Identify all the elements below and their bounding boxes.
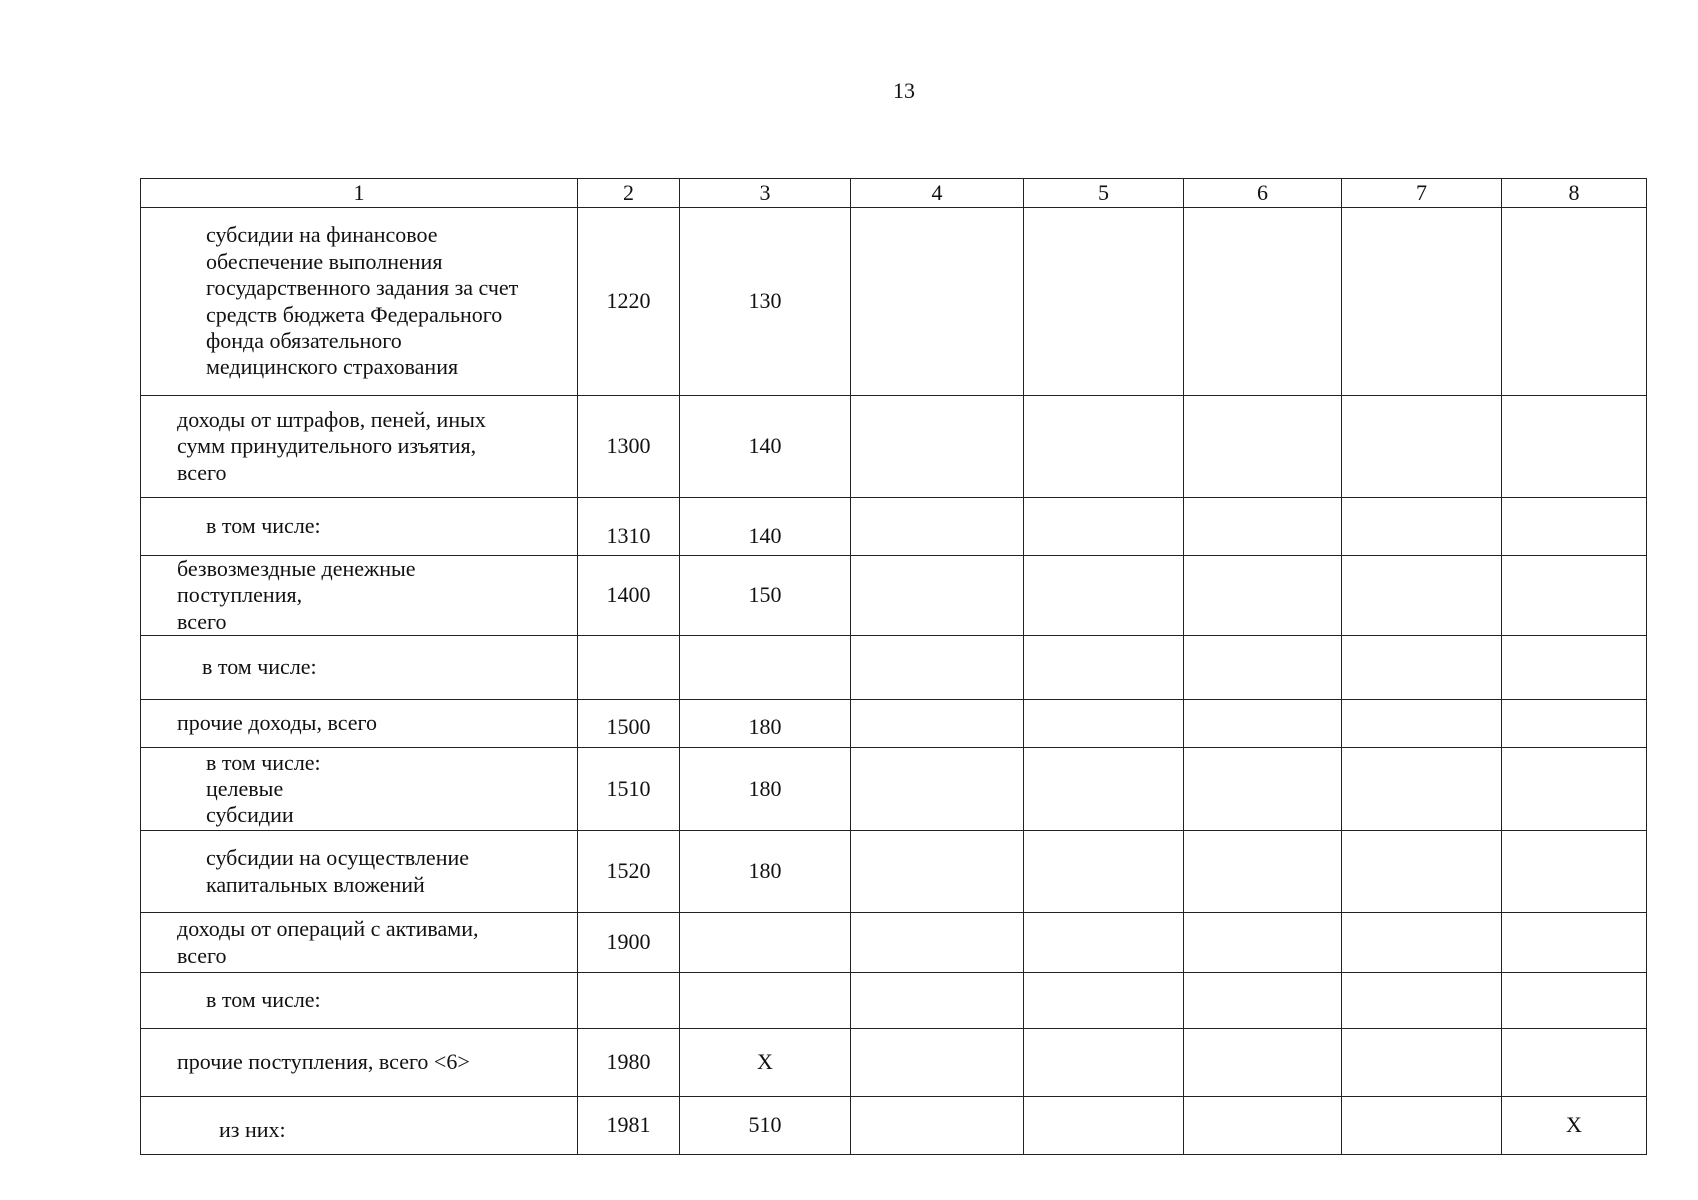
row-label-cell (141, 1029, 578, 1097)
table-row (141, 973, 1647, 1029)
value-cell (1502, 396, 1647, 498)
line-code-cell: 1980 (578, 1029, 680, 1097)
value-cell (851, 556, 1024, 636)
value-cell (1342, 556, 1502, 636)
line-code-cell: 1510 (578, 748, 680, 831)
classification-code-cell: 180 (680, 748, 851, 831)
row-label: прочие доходы, всего (177, 710, 377, 736)
classification-code-cell: X (680, 1029, 851, 1097)
line-code-cell: 1220 (578, 208, 680, 396)
value-cell (1184, 831, 1342, 913)
table-row (141, 913, 1647, 973)
table-row (141, 636, 1647, 700)
classification-code-cell: 180 (680, 700, 851, 748)
value-cell (1342, 700, 1502, 748)
value-cell (1502, 556, 1647, 636)
value-cell (1184, 1097, 1342, 1155)
value-cell (1342, 208, 1502, 396)
value-cell (851, 973, 1024, 1029)
page-number: 13 (893, 78, 915, 103)
value-cell (1502, 1029, 1647, 1097)
classification-code-cell (680, 636, 851, 700)
value-cell (1502, 208, 1647, 396)
classification-code-cell: 140 (680, 498, 851, 556)
value-cell (851, 748, 1024, 831)
value-cell (1184, 700, 1342, 748)
line-code-cell: 1400 (578, 556, 680, 636)
row-label: безвозмездные денежные поступления, всего (177, 556, 416, 634)
table-row (141, 831, 1647, 913)
value-cell (1024, 636, 1184, 700)
line-code-cell: 1981 (578, 1097, 680, 1155)
row-label: в том числе: (202, 654, 317, 680)
value-cell (851, 498, 1024, 556)
line-code-cell (578, 973, 680, 1029)
row-label-cell (141, 1097, 578, 1155)
value-cell (1502, 700, 1647, 748)
value-cell (1024, 498, 1184, 556)
value-cell (1342, 913, 1502, 973)
line-code-cell: 1520 (578, 831, 680, 913)
table-row (141, 748, 1647, 831)
value-cell (1502, 831, 1647, 913)
row-label-cell (141, 700, 578, 748)
column-header: 1 (141, 179, 578, 208)
value-cell (1024, 700, 1184, 748)
table-row (141, 1097, 1647, 1155)
value-cell (1024, 831, 1184, 913)
row-label: доходы от штрафов, пеней, иных сумм принудительного изъятия, всего (177, 406, 486, 485)
column-header: 7 (1342, 179, 1502, 208)
value-cell (1184, 913, 1342, 973)
classification-code-cell: 180 (680, 831, 851, 913)
table-row (141, 556, 1647, 636)
value-cell (851, 396, 1024, 498)
value-cell (1502, 748, 1647, 831)
value-cell (1502, 973, 1647, 1029)
table-row (141, 208, 1647, 396)
value-cell (851, 913, 1024, 973)
value-cell (1024, 396, 1184, 498)
value-cell (1342, 498, 1502, 556)
value-cell (1024, 748, 1184, 831)
column-header: 6 (1184, 179, 1342, 208)
value-cell (1502, 498, 1647, 556)
row-label: прочие поступления, всего <6> (177, 1049, 470, 1075)
value-cell (1024, 208, 1184, 396)
line-code-cell: 1300 (578, 396, 680, 498)
row-label: в том числе: целевые субсидии (206, 749, 321, 828)
row-label: в том числе: (206, 513, 321, 539)
classification-code-cell: 140 (680, 396, 851, 498)
column-header: 2 (578, 179, 680, 208)
value-cell (1342, 636, 1502, 700)
row-label-cell (141, 396, 578, 498)
row-label-cell (141, 208, 578, 396)
column-header: 5 (1024, 179, 1184, 208)
table-row (141, 498, 1647, 556)
column-header: 4 (851, 179, 1024, 208)
row-label: доходы от операций с активами, всего (177, 916, 479, 968)
line-code-cell: 1900 (578, 913, 680, 973)
value-cell (1342, 831, 1502, 913)
value-cell (1502, 913, 1647, 973)
classification-code-cell: 150 (680, 556, 851, 636)
value-cell (1184, 973, 1342, 1029)
value-cell (1184, 498, 1342, 556)
value-cell (1184, 556, 1342, 636)
row-label-cell (141, 831, 578, 913)
table-row (141, 1029, 1647, 1097)
row-label: субсидии на финансовое обеспечение выполнения государственного задания за счет средств бюджета Федерального фонда обязательного медицинского страхования (206, 222, 519, 380)
value-cell (851, 636, 1024, 700)
row-label-cell (141, 748, 578, 831)
value-cell (1184, 396, 1342, 498)
row-label-cell (141, 636, 578, 700)
classification-code-cell (680, 913, 851, 973)
row-label-cell (141, 913, 578, 973)
row-label: в том числе: (206, 987, 321, 1013)
value-cell (851, 700, 1024, 748)
value-cell (1342, 1097, 1502, 1155)
value-cell (1184, 636, 1342, 700)
table-row (141, 396, 1647, 498)
value-cell (1342, 396, 1502, 498)
row-label-cell (141, 556, 578, 636)
value-cell: X (1502, 1097, 1647, 1155)
value-cell (1024, 556, 1184, 636)
value-cell (1024, 1029, 1184, 1097)
table-row (141, 700, 1647, 748)
row-label: субсидии на осуществление капитальных вложений (206, 845, 470, 897)
value-cell (1184, 208, 1342, 396)
classification-code-cell (680, 973, 851, 1029)
income-table (140, 178, 1647, 1155)
value-cell (851, 208, 1024, 396)
value-cell (851, 831, 1024, 913)
row-label-cell (141, 973, 578, 1029)
value-cell (1184, 1029, 1342, 1097)
classification-code-cell: 510 (680, 1097, 851, 1155)
value-cell (1342, 973, 1502, 1029)
value-cell (1502, 636, 1647, 700)
value-cell (1184, 748, 1342, 831)
column-header: 8 (1502, 179, 1647, 208)
row-label: из них: (219, 1117, 286, 1143)
value-cell (851, 1029, 1024, 1097)
classification-code-cell: 130 (680, 208, 851, 396)
row-label-cell (141, 498, 578, 556)
value-cell (1342, 748, 1502, 831)
line-code-cell (578, 636, 680, 700)
line-code-cell: 1310 (578, 498, 680, 556)
value-cell (1342, 1029, 1502, 1097)
value-cell (1024, 973, 1184, 1029)
value-cell (851, 1097, 1024, 1155)
column-number-row (141, 179, 1647, 208)
line-code-cell: 1500 (578, 700, 680, 748)
value-cell (1024, 1097, 1184, 1155)
column-header: 3 (680, 179, 851, 208)
value-cell (1024, 913, 1184, 973)
